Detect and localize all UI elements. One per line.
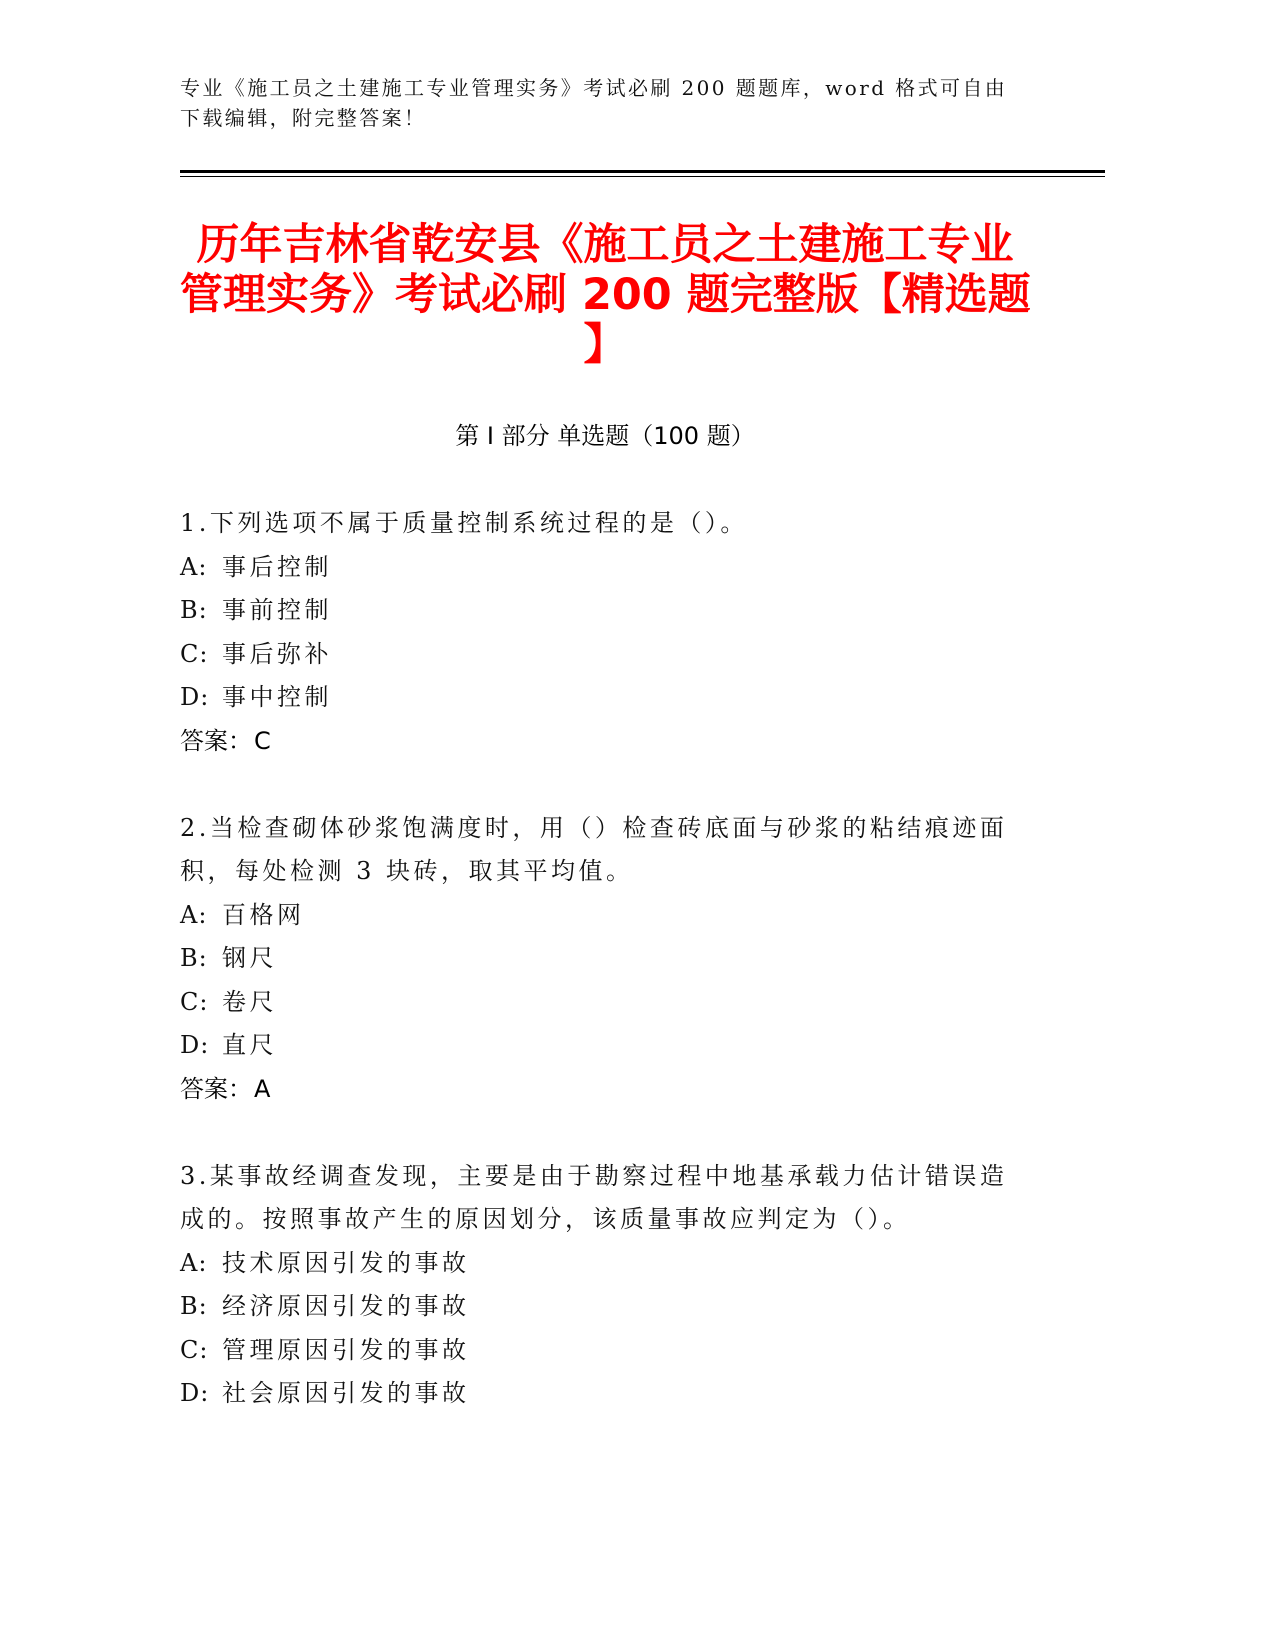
option-text: 技术原因引发的事故 (222, 1248, 470, 1277)
option-d (180, 676, 1030, 720)
option-label: B: (180, 596, 208, 624)
option-c (180, 981, 1030, 1025)
question-2 (180, 807, 1030, 1112)
option-label: A: (180, 1248, 208, 1277)
page-header-line: 专业《施工员之土建施工专业管理实务》考试必刷 200 题题库，word 格式可自由 (180, 76, 1008, 100)
question-stem: 3.某事故经调查发现，主要是由于勘察过程中地基承载力估计错误造 (180, 1161, 1008, 1190)
option-text: 管理原因引发的事故 (222, 1335, 470, 1364)
document-title-line: 管理实务》考试必刷 200 题完整版【精选题 (180, 270, 1031, 320)
option-label: A: (180, 900, 208, 929)
option-text: 卷尺 (222, 987, 277, 1016)
section-heading: 第 I 部分 单选题（100 题） (455, 422, 755, 450)
option-text: 钢尺 (222, 944, 277, 972)
option-label: C: (180, 639, 209, 668)
page-header-line: 下载编辑，附完整答案！ (180, 106, 427, 130)
option-label: A: (180, 552, 208, 581)
answer-label: 答案： (180, 1074, 252, 1103)
question-stem: 积，每处检测 3 块砖，取其平均值。 (180, 857, 634, 885)
option-text: 事中控制 (222, 683, 332, 711)
option-b (180, 589, 1030, 633)
option-a (180, 546, 1030, 590)
option-text: 事后控制 (222, 552, 332, 581)
option-a (180, 894, 1030, 938)
option-label: C: (180, 987, 209, 1016)
question-section (180, 415, 1030, 1459)
answer-line (180, 1068, 1030, 1112)
answer-line (180, 720, 1030, 764)
option-text: 事前控制 (222, 596, 332, 624)
answer-value: A (254, 1074, 271, 1103)
option-label: D: (180, 1031, 210, 1059)
question-1 (180, 502, 1030, 763)
question-stem: 1.下列选项不属于质量控制系统过程的是（）。 (180, 509, 748, 537)
option-label: C: (180, 1335, 209, 1364)
option-text: 百格网 (222, 900, 305, 929)
document-title-line: 】 (583, 320, 627, 370)
option-label: B: (180, 1292, 208, 1320)
page-header (180, 73, 1007, 133)
question-stem: 成的。按照事故产生的原因划分，该质量事故应判定为（）。 (180, 1205, 911, 1233)
option-text: 经济原因引发的事故 (222, 1292, 470, 1320)
option-c (180, 1329, 1030, 1373)
answer-label: 答案： (180, 726, 252, 755)
option-label: D: (180, 683, 210, 711)
document-title (180, 220, 1030, 370)
question-stem: 2.当检查砌体砂浆饱满度时，用（）检查砖底面与砂浆的粘结痕迹面 (180, 813, 1008, 842)
option-text: 社会原因引发的事故 (222, 1379, 470, 1407)
document-title-line: 历年吉林省乾安县《施工员之土建施工专业 (196, 220, 1014, 270)
option-b (180, 1285, 1030, 1329)
option-label: D: (180, 1379, 210, 1407)
option-label: B: (180, 944, 208, 972)
header-double-rule (180, 170, 1105, 177)
option-text: 事后弥补 (222, 639, 332, 668)
option-c (180, 633, 1030, 677)
option-d (180, 1372, 1030, 1416)
question-3 (180, 1155, 1030, 1416)
option-b (180, 937, 1030, 981)
option-text: 直尺 (222, 1031, 277, 1059)
option-a (180, 1242, 1030, 1286)
answer-value: C (254, 726, 271, 755)
option-d (180, 1024, 1030, 1068)
